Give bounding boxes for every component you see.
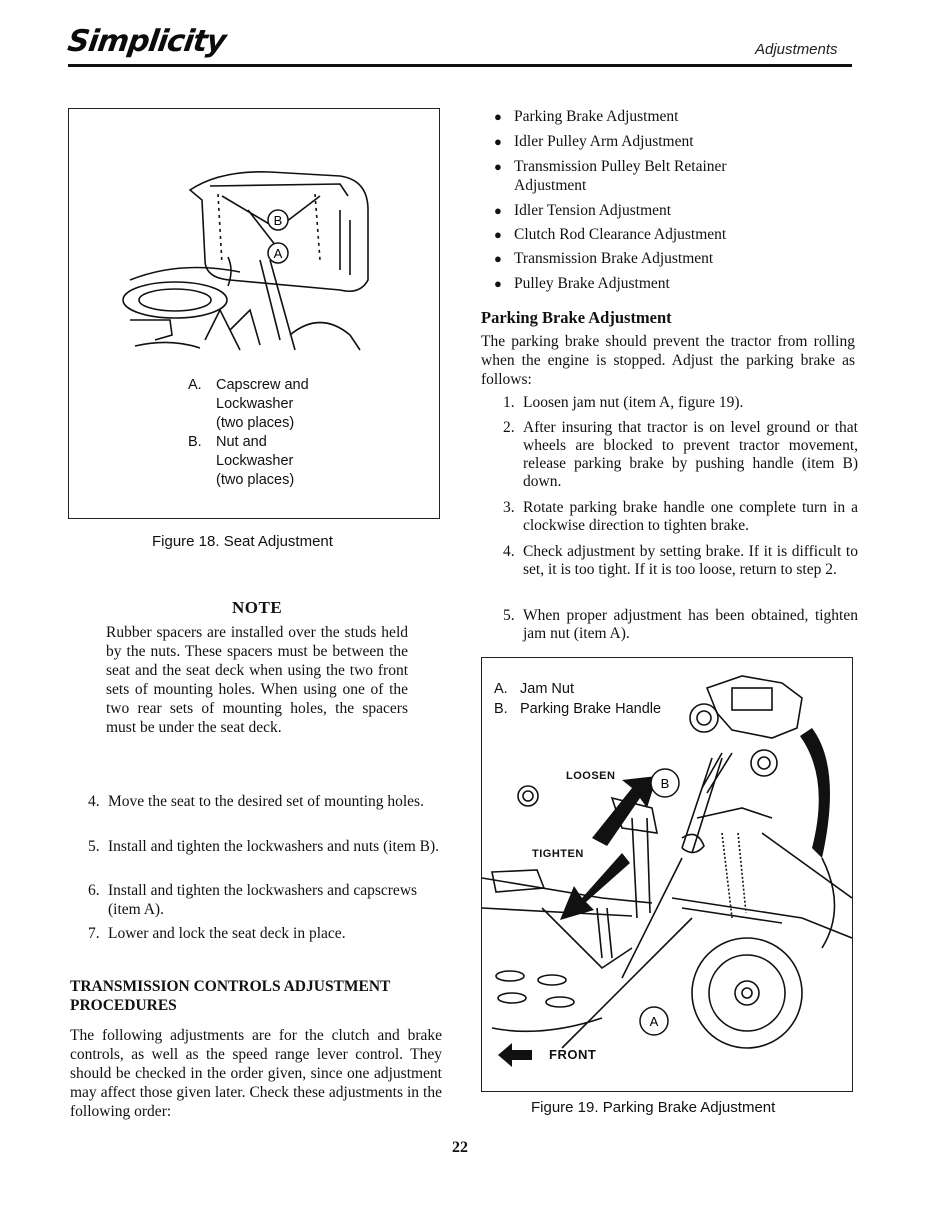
bullet-text: Transmission Brake Adjustment [514, 250, 714, 267]
bullet-icon: ● [494, 159, 502, 174]
legend-text: Jam Nut [520, 681, 574, 697]
legend-item-a [188, 376, 309, 433]
figure-18-seat-illustration [110, 160, 380, 360]
loosen-label: LOOSEN [566, 770, 616, 782]
step-number: 4. [503, 543, 515, 560]
bullet-item [494, 274, 854, 293]
bullet-icon: ● [494, 251, 502, 266]
step-item [503, 499, 858, 535]
bullet-icon: ● [494, 203, 502, 218]
step-text: After insuring that tractor is on level ground or that wheels are blocked to prevent tractor movement, release parking brake by pushing handle (item B) down. [523, 419, 858, 490]
figure-19-callout-b: B [660, 776, 670, 791]
step-item [88, 924, 450, 943]
bullet-text: Pulley Brake Adjustment [514, 275, 670, 292]
step-item [88, 881, 450, 919]
note-heading: NOTE [232, 598, 283, 617]
step-number: 5. [88, 838, 100, 855]
legend-text: Parking Brake Handle [520, 701, 662, 717]
transmission-body: The following adjustments are for the clutch and brake controls, as well as the speed range lever control. They should be checked in the order given, since one adjustment may affect those given later. Check these adjustments in the following order: [70, 1027, 442, 1120]
legend-letter: B. [188, 434, 202, 450]
step-item [88, 792, 450, 811]
note-body: Rubber spacers are installed over the studs held by the nuts. These spacers must be between the seat and the seat deck when using the two front sets of mounting holes. When using one of the two rear sets of mounting holes, the spacers must be under the seat deck. [106, 624, 408, 736]
section-title: Adjustments [755, 41, 838, 58]
bullet-item [494, 249, 854, 268]
bullet-item [494, 201, 854, 220]
bullet-text: Transmission Pulley Belt Retainer Adjustment [514, 158, 727, 194]
bullet-icon: ● [494, 227, 502, 242]
legend-item-a [494, 679, 661, 699]
legend-line: Nut and [216, 434, 267, 450]
legend-line: Lockwasher [216, 396, 294, 412]
brand-logo: Simplicity [65, 24, 228, 59]
step-text: Rotate parking brake handle one complete turn in a clockwise direction to tighten brake. [523, 499, 858, 534]
legend-item-b [188, 433, 309, 490]
parking-brake-heading: Parking Brake Adjustment [481, 308, 672, 327]
bullet-item [494, 107, 854, 126]
legend-line: Capscrew and [216, 377, 309, 393]
figure-18-caption: Figure 18. Seat Adjustment [152, 533, 333, 550]
step-number: 1. [503, 394, 515, 411]
header-rule [68, 64, 852, 67]
figure-18-legend [188, 376, 309, 490]
parking-brake-body: The parking brake should prevent the tractor from rolling when the engine is stopped. Adjust the parking brake as follows: [481, 333, 855, 388]
legend-item-b [494, 699, 661, 719]
figure-18-callout-b: B [273, 213, 283, 228]
step-text: Lower and lock the seat deck in place. [108, 925, 346, 942]
legend-letter: B. [494, 701, 508, 717]
legend-letter: A. [494, 681, 508, 697]
step-item [503, 419, 858, 491]
front-label: FRONT [549, 1047, 597, 1062]
figure-19-legend [494, 679, 661, 719]
bullet-text: Idler Pulley Arm Adjustment [514, 133, 694, 150]
step-number: 5. [503, 607, 515, 624]
step-number: 4. [88, 793, 100, 810]
step-item [503, 543, 858, 579]
bullet-icon: ● [494, 276, 502, 291]
bullet-item [494, 225, 854, 244]
bullet-text: Clutch Rod Clearance Adjustment [514, 226, 727, 243]
step-text: Check adjustment by setting brake. If it is difficult to set, it is too tight. If it is too loose, return to step 2. [523, 543, 858, 578]
step-number: 6. [88, 882, 100, 899]
figure-19-caption: Figure 19. Parking Brake Adjustment [531, 1099, 776, 1116]
step-number: 7. [88, 925, 100, 942]
step-number: 2. [503, 419, 515, 436]
figure-18-callout-a: A [273, 246, 283, 261]
tighten-label: TIGHTEN [532, 848, 584, 860]
step-item [503, 394, 858, 412]
bullet-icon: ● [494, 134, 502, 149]
step-text: Loosen jam nut (item A, figure 19). [523, 394, 744, 411]
legend-line: (two places) [216, 415, 295, 431]
page-number: 22 [452, 1139, 468, 1156]
legend-letter: A. [188, 377, 202, 393]
step-text: Move the seat to the desired set of mounting holes. [108, 793, 424, 810]
step-text: When proper adjustment has been obtained, tighten jam nut (item A). [523, 607, 858, 642]
step-text: Install and tighten the lockwashers and nuts (item B). [108, 838, 440, 855]
figure-19-callout-a: A [649, 1014, 659, 1029]
legend-line: (two places) [216, 472, 295, 488]
step-text: Install and tighten the lockwashers and capscrews (item A). [108, 882, 418, 918]
bullet-text: Idler Tension Adjustment [514, 202, 672, 219]
step-item [503, 607, 858, 643]
figure-19-brake-illustration [482, 658, 852, 1091]
bullet-item [494, 157, 764, 195]
bullet-text: Parking Brake Adjustment [514, 108, 679, 125]
legend-line: Lockwasher [216, 453, 294, 469]
bullet-item [494, 132, 854, 151]
transmission-heading: TRANSMISSION CONTROLS ADJUSTMENT PROCEDURES [70, 978, 391, 1014]
step-number: 3. [503, 499, 515, 516]
bullet-icon: ● [494, 109, 502, 124]
step-item [88, 837, 450, 856]
